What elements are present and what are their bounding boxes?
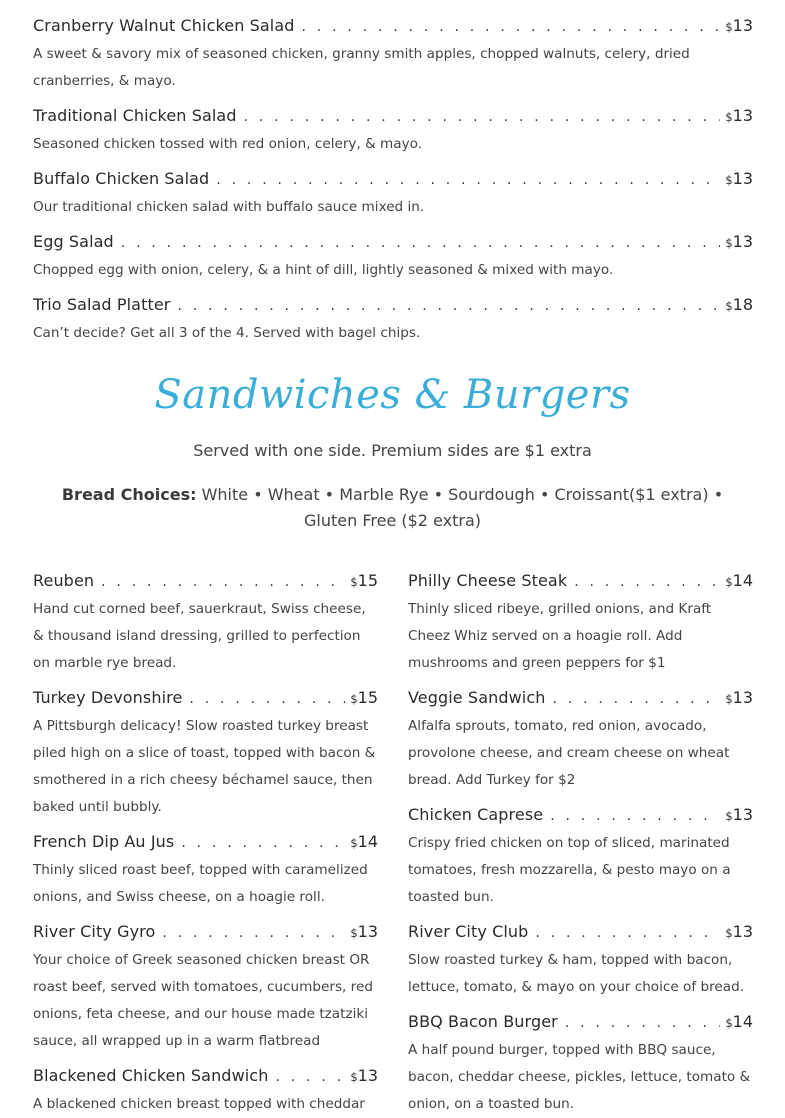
item-name: BBQ Bacon Burger (408, 1012, 558, 1031)
item-price: $13 (725, 169, 753, 188)
dot-leader (574, 572, 720, 592)
menu-item-turkey-devonshire (33, 687, 378, 821)
item-name: Reuben (33, 571, 95, 590)
item-name: Trio Salad Platter (33, 295, 171, 314)
bread-choices (36, 482, 749, 534)
item-price: $15 (350, 688, 378, 707)
menu-item-philly-cheese-steak (408, 570, 753, 677)
item-price: $14 (725, 1012, 753, 1031)
item-description: Slow roasted turkey & ham, topped with bacon, lettuce, tomato, & mayo on your choice of bread. (408, 952, 745, 995)
dot-leader (189, 689, 345, 709)
item-description: Alfalfa sprouts, tomato, red onion, avocado, provolone cheese, and cream cheese on wheat bread. Add Turkey for $2 (408, 718, 730, 788)
item-price: $13 (725, 805, 753, 824)
item-name: Turkey Devonshire (33, 688, 183, 707)
dot-leader (550, 806, 720, 826)
item-price: $13 (350, 1066, 378, 1085)
dot-leader (565, 1013, 720, 1033)
bread-choices-list: White • Wheat • Marble Rye • Sourdough • Croissant($1 extra) • Gluten Free ($2 extra) (201, 485, 724, 530)
item-price: $13 (725, 232, 753, 251)
menu-item-river-city-club (408, 921, 753, 1001)
item-header (33, 921, 378, 943)
menu-item-chicken-caprese (408, 804, 753, 911)
dot-leader (101, 572, 345, 592)
menu-item-trio-salad-platter (33, 294, 753, 347)
item-name: Philly Cheese Steak (408, 571, 568, 590)
item-description: Your choice of Greek seasoned chicken breast OR roast beef, served with tomatoes, cucumbers, red onions, feta cheese, and our house made tzatziki sauce, all wrapped up in a warm flatbread (33, 952, 373, 1049)
menu-item-bbq-bacon-burger (408, 1011, 753, 1118)
item-header (33, 570, 378, 592)
item-description: Can’t decide? Get all 3 of the 4. Served with bagel chips. (33, 325, 421, 341)
item-header (408, 687, 753, 709)
item-header (33, 294, 753, 316)
item-description: A sweet & savory mix of seasoned chicken, granny smith apples, chopped walnuts, celery, dried cranberries, & mayo. (33, 46, 690, 89)
menu-item-river-city-gyro (33, 921, 378, 1055)
item-name: Buffalo Chicken Salad (33, 169, 210, 188)
menu-item-french-dip-au-jus (33, 831, 378, 911)
menu-item-buffalo-chicken-salad (33, 168, 753, 221)
item-header (33, 15, 753, 37)
item-name: River City Gyro (33, 922, 156, 941)
item-description: Hand cut corned beef, sauerkraut, Swiss cheese, & thousand island dressing, grilled to perfection on marble rye bread. (33, 601, 366, 671)
dot-leader (162, 923, 345, 943)
dot-leader (181, 833, 345, 853)
item-name: Egg Salad (33, 232, 114, 251)
menu-item-blackened-chicken-sandwich (33, 1065, 378, 1118)
dot-leader (275, 1067, 345, 1087)
item-price: $13 (725, 16, 753, 35)
item-name: Veggie Sandwich (408, 688, 546, 707)
item-name: Traditional Chicken Salad (33, 106, 237, 125)
item-header (408, 804, 753, 826)
item-price: $13 (725, 688, 753, 707)
dot-leader (121, 233, 721, 253)
item-header (408, 1011, 753, 1033)
menu-item-cranberry-walnut-chicken-salad (33, 15, 753, 95)
item-name: River City Club (408, 922, 529, 941)
dot-leader (302, 17, 721, 37)
item-header (408, 921, 753, 943)
item-price: $18 (725, 295, 753, 314)
item-price: $14 (725, 571, 753, 590)
dot-leader (552, 689, 720, 709)
item-header (33, 1065, 378, 1087)
item-header (33, 168, 753, 190)
dot-leader (216, 170, 720, 190)
item-name: Blackened Chicken Sandwich (33, 1066, 269, 1085)
item-header (33, 231, 753, 253)
item-price: $14 (350, 832, 378, 851)
item-description: Thinly sliced ribeye, grilled onions, and Kraft Cheez Whiz served on a hoagie roll. Add mushrooms and green peppers for $1 (408, 601, 712, 671)
item-price: $13 (725, 106, 753, 125)
item-description: Thinly sliced roast beef, topped with caramelized onions, and Swiss cheese, on a hoagie roll. (33, 862, 368, 905)
item-description: Our traditional chicken salad with buffalo sauce mixed in. (33, 199, 425, 215)
menu-item-traditional-chicken-salad (33, 105, 753, 158)
section-title: Sandwiches & Burgers (154, 372, 631, 418)
item-description: Seasoned chicken tossed with red onion, celery, & mayo. (33, 136, 423, 152)
section-subtitle: Served with one side. Premium sides are $1 extra (193, 441, 592, 460)
dot-leader (535, 923, 720, 943)
item-price: $13 (725, 922, 753, 941)
item-name: Cranberry Walnut Chicken Salad (33, 16, 295, 35)
item-price: $13 (350, 922, 378, 941)
item-description: Crispy fried chicken on top of sliced, marinated tomatoes, fresh mozzarella, & pesto mayo on a toasted bun. (408, 835, 731, 905)
item-header (33, 831, 378, 853)
item-description: A Pittsburgh delicacy! Slow roasted turkey breast piled high on a slice of toast, topped with bacon & smothered in a rich cheesy béchamel sauce, then baked until bubbly. (33, 718, 376, 815)
item-description: A blackened chicken breast topped with cheddar (33, 1096, 365, 1112)
item-name: Chicken Caprese (408, 805, 544, 824)
item-description: A half pound burger, topped with BBQ sauce, bacon, cheddar cheese, pickles, lettuce, tomato & onion, on a toasted bun. (408, 1042, 751, 1112)
item-description: Chopped egg with onion, celery, & a hint of dill, lightly seasoned & mixed with mayo. (33, 262, 614, 278)
dot-leader (244, 107, 721, 127)
menu-item-egg-salad (33, 231, 753, 284)
item-name: French Dip Au Jus (33, 832, 175, 851)
item-header (33, 687, 378, 709)
menu-item-reuben (33, 570, 378, 677)
dot-leader (177, 296, 720, 316)
item-price: $15 (350, 571, 378, 590)
item-header (33, 105, 753, 127)
menu-item-veggie-sandwich (408, 687, 753, 794)
item-header (408, 570, 753, 592)
bread-choices-label: Bread Choices: (61, 485, 197, 504)
